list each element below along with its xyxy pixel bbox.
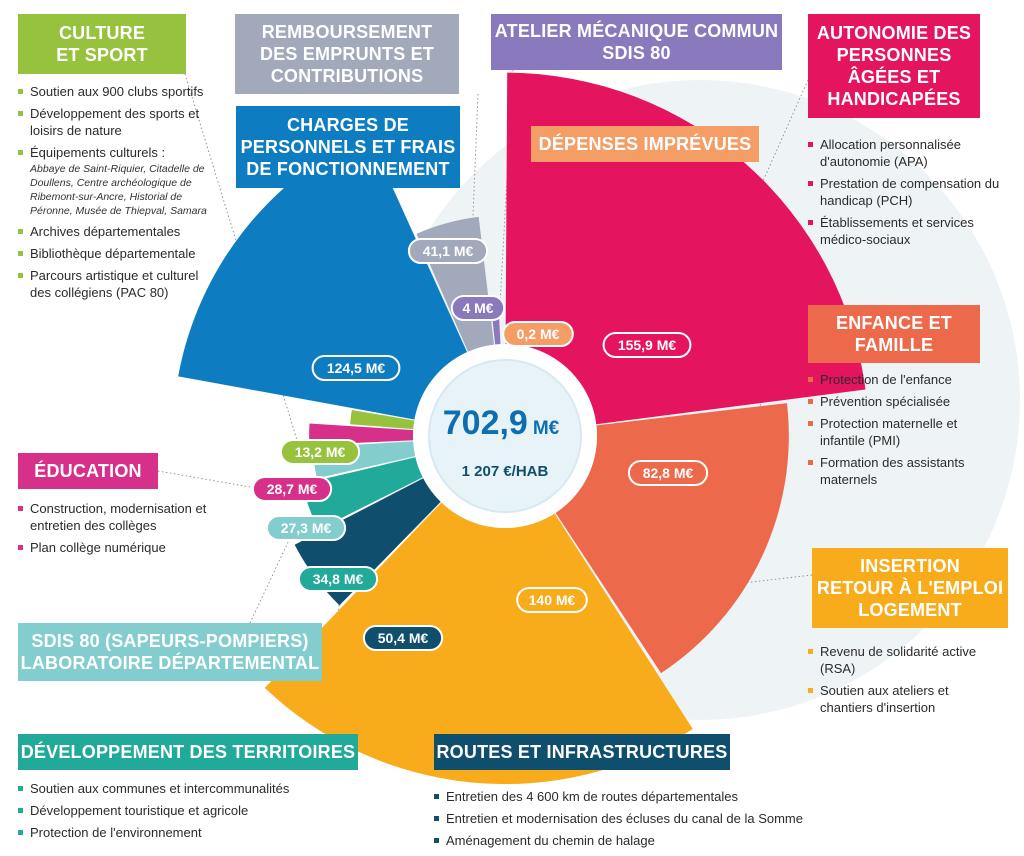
list-item	[18, 223, 220, 240]
list-item	[18, 824, 358, 841]
title-sdis	[18, 623, 322, 681]
title-line: RETOUR À L'EMPLOI	[816, 578, 1004, 598]
title-line: SDIS 80	[602, 43, 671, 63]
list-item-text: Entretien et modernisation des écluses du canal de la Somme	[446, 811, 803, 826]
title-line: ROUTES ET INFRASTRUCTURES	[436, 742, 728, 762]
value-text: 155,9 M€	[617, 337, 677, 353]
list-item-text: Protection maternelle et infantile (PMI)	[820, 416, 958, 448]
title-line: REMBOURSEMENT	[261, 22, 433, 42]
list-item	[18, 245, 220, 262]
title-insertion	[812, 548, 1008, 628]
value-label-insertion	[517, 588, 587, 612]
list-item-text: Bibliothèque départementale	[30, 246, 196, 261]
list-item	[434, 788, 864, 805]
list-item-text: Parcours artistique et culturel des collégiens (PAC 80)	[30, 268, 199, 300]
list-item-text: Formation des assistants maternels	[820, 455, 965, 487]
list-item	[808, 136, 1014, 170]
list-item	[434, 832, 864, 849]
list-item-text: Plan collège numérique	[30, 540, 166, 555]
value-text: 82,8 M€	[642, 465, 694, 481]
title-line: LABORATOIRE DÉPARTEMENTAL	[20, 653, 320, 673]
list-item-text: Soutien aux ateliers et chantiers d'insertion	[820, 683, 949, 715]
list-item	[434, 810, 864, 827]
value-label-atelier	[452, 296, 504, 320]
value-text: 140 M€	[528, 592, 576, 608]
leader-line-education	[158, 471, 262, 489]
title-autonomie	[808, 14, 980, 118]
title-line: ATELIER MÉCANIQUE COMMUN	[494, 21, 779, 41]
title-education	[18, 453, 158, 489]
value-text: 4 M€	[462, 300, 494, 316]
value-label-enfance	[629, 461, 707, 485]
list-item-text: Aménagement du chemin de halage	[446, 833, 655, 848]
value-label-imprevues	[503, 322, 573, 346]
title-developpement	[18, 734, 358, 770]
list-item-text: Soutien aux communes et intercommunalités	[30, 781, 290, 796]
list-culture	[18, 83, 220, 306]
title-line: DES EMPRUNTS ET	[259, 44, 435, 64]
value-label-charges	[313, 356, 400, 380]
list-item-text: Développement touristique et agricole	[30, 803, 249, 818]
title-line: AUTONOMIE DES	[816, 23, 972, 43]
title-rembours	[235, 14, 459, 94]
center-total-unit: M€	[532, 418, 560, 439]
title-line: DE FONCTIONNEMENT	[246, 159, 450, 179]
value-label-rembours	[409, 239, 487, 263]
title-culture	[18, 14, 186, 74]
list-item	[808, 643, 1004, 677]
title-line: DÉPENSES IMPRÉVUES	[538, 134, 752, 154]
title-line: SDIS 80 (SAPEURS-POMPIERS)	[31, 631, 309, 651]
title-charges	[236, 106, 460, 188]
title-line: ENFANCE ET	[835, 313, 952, 333]
list-item-text: Allocation personnalisée d'autonomie (APA)	[820, 137, 961, 169]
title-line: ÂGÉES ET	[847, 67, 941, 87]
list-item-text: Prévention spécialisée	[820, 394, 951, 409]
value-text: 13,2 M€	[294, 444, 346, 460]
list-item-text: Archives départementales	[30, 224, 181, 239]
list-item-text: Protection de l'environnement	[30, 825, 202, 840]
list-item	[808, 393, 998, 410]
title-line: INSERTION	[860, 556, 960, 576]
list-item	[18, 802, 358, 819]
list-item-text: Revenu de solidarité active (RSA)	[820, 644, 977, 676]
title-line: LOGEMENT	[858, 600, 962, 620]
center-per-hab: 1 207 €/HAB	[461, 463, 549, 480]
title-line: DÉVELOPPEMENT DES TERRITOIRES	[20, 742, 356, 762]
value-text: 0,2 M€	[516, 326, 560, 342]
value-label-sdis	[267, 516, 345, 540]
list-enfance	[808, 371, 998, 493]
list-item-text: Développement des sports et loisirs de nature	[30, 106, 200, 138]
title-line: HANDICAPÉES	[827, 89, 961, 109]
list-item	[808, 175, 1014, 209]
title-line: ÉDUCATION	[34, 461, 142, 481]
leader-line-sdis	[250, 538, 290, 623]
list-developpement	[18, 780, 358, 846]
center-total-value: 702,9	[442, 404, 528, 442]
list-autonomie	[808, 136, 1014, 253]
list-item-text: Prestation de compensation du handicap (PCH)	[820, 176, 1000, 208]
list-item	[808, 371, 998, 388]
list-item-text: Équipements culturels :	[30, 145, 166, 160]
list-item-text: Protection de l'enfance	[820, 372, 952, 387]
list-item	[808, 415, 998, 449]
list-item	[18, 780, 358, 797]
title-imprevues	[531, 126, 759, 162]
list-item	[808, 682, 1004, 716]
list-item	[18, 500, 230, 534]
list-item-text: Établissements et services médico-sociaux	[820, 215, 974, 247]
title-line: CULTURE	[58, 23, 146, 43]
title-line: ET SPORT	[56, 45, 148, 65]
list-item	[18, 267, 220, 301]
value-text: 27,3 M€	[280, 520, 332, 536]
value-text: 28,7 M€	[266, 481, 318, 497]
list-item	[18, 83, 220, 100]
value-label-routes	[364, 626, 442, 650]
title-atelier	[491, 14, 782, 70]
list-item	[18, 144, 220, 218]
title-line: CHARGES DE	[286, 115, 409, 135]
slice-atelier	[492, 319, 500, 344]
list-item-text: Entretien des 4 600 km de routes départementales	[446, 789, 738, 804]
list-item	[18, 539, 230, 556]
title-line: PERSONNELS ET FRAIS	[240, 137, 456, 157]
list-routes	[434, 788, 864, 854]
list-insertion	[808, 643, 1004, 721]
value-text: 41,1 M€	[422, 243, 474, 259]
title-line: FAMILLE	[854, 335, 934, 355]
title-routes	[434, 734, 730, 770]
list-item-text: Construction, modernisation et entretien des collèges	[30, 501, 207, 533]
list-education	[18, 500, 230, 561]
list-item	[808, 454, 998, 488]
value-label-education	[253, 477, 331, 501]
list-item	[18, 105, 220, 139]
list-item-subtext: Abbaye de Saint-Riquier, Citadelle de Doullens, Centre archéologique de Ribemont-sur-Ancre, Historial de Péronne, Musée de Thiepval, Samara	[30, 163, 207, 217]
value-label-culture	[281, 440, 359, 464]
title-enfance	[808, 305, 980, 363]
list-item	[808, 214, 1014, 248]
value-label-developpement	[299, 567, 377, 591]
value-label-autonomie	[604, 333, 691, 357]
list-item-text: Soutien aux 900 clubs sportifs	[30, 84, 204, 99]
value-text: 34,8 M€	[312, 571, 364, 587]
value-text: 124,5 M€	[326, 360, 386, 376]
title-line: CONTRIBUTIONS	[270, 66, 424, 86]
value-text: 50,4 M€	[377, 630, 429, 646]
title-line: PERSONNES	[836, 45, 952, 65]
